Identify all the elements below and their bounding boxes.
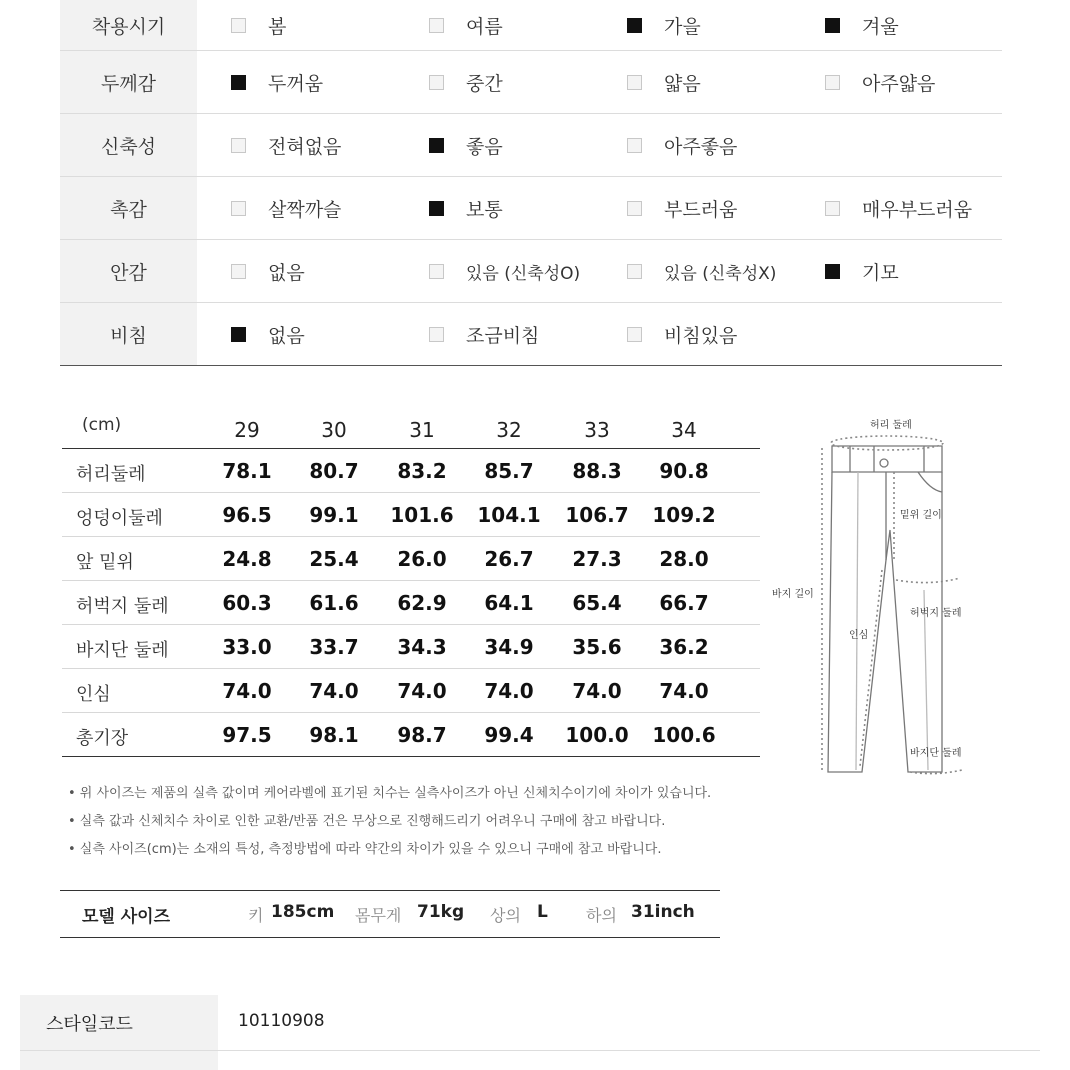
size-table-header — [62, 408, 760, 449]
table-cell: 109.2 — [652, 503, 716, 527]
attr-option: 아주얇음 — [825, 51, 935, 113]
table-cell: 106.7 — [565, 503, 629, 527]
checkbox-checked-icon — [825, 18, 840, 33]
size-header: 32 — [496, 418, 522, 442]
table-cell: 88.3 — [572, 459, 622, 483]
row-label: 총기장 — [76, 728, 129, 749]
attr-option: 비침있음 — [627, 303, 737, 365]
table-cell: 99.4 — [484, 723, 534, 747]
table-cell: 97.5 — [222, 723, 272, 747]
checkbox-icon — [627, 327, 642, 342]
attr-option: 얇음 — [627, 51, 701, 113]
rise-label: 밑위 길이 — [900, 510, 942, 521]
table-cell: 26.7 — [484, 547, 534, 571]
table-cell: 74.0 — [659, 679, 709, 703]
checkbox-icon — [429, 18, 444, 33]
table-cell: 64.1 — [484, 591, 534, 615]
bottom-label: 하의 — [586, 906, 617, 925]
size-header: 31 — [409, 418, 435, 442]
attr-option: 봄 — [231, 0, 286, 50]
attr-option: 기모 — [825, 240, 899, 302]
attr-option: 좋음 — [429, 114, 503, 176]
attr-label: 비침 — [60, 303, 197, 365]
table-cell: 24.8 — [222, 547, 272, 571]
style-code-value: 10110908 — [238, 1011, 325, 1031]
attr-row-sheer — [60, 303, 1002, 366]
checkbox-checked-icon — [231, 75, 246, 90]
model-size-row — [60, 890, 720, 938]
table-cell: 98.1 — [309, 723, 359, 747]
table-cell: 98.7 — [397, 723, 447, 747]
table-cell: 74.0 — [397, 679, 447, 703]
size-header: 34 — [671, 418, 697, 442]
length-label: 바지 길이 — [772, 589, 814, 600]
attr-option: 조금비침 — [429, 303, 539, 365]
table-cell: 34.3 — [397, 635, 447, 659]
table-cell: 36.2 — [659, 635, 709, 659]
table-row — [62, 625, 760, 669]
attr-option: 두꺼움 — [231, 51, 323, 113]
inseam-label: 인심 — [849, 630, 869, 641]
table-cell: 101.6 — [390, 503, 454, 527]
table-cell: 74.0 — [222, 679, 272, 703]
checkbox-icon — [231, 264, 246, 279]
checkbox-icon — [627, 138, 642, 153]
table-cell: 35.6 — [572, 635, 622, 659]
attr-option: 없음 — [231, 303, 305, 365]
attr-row-thickness — [60, 51, 1002, 114]
attr-row-lining — [60, 240, 1002, 303]
row-label: 앞 밑위 — [76, 552, 134, 573]
table-row — [62, 669, 760, 713]
row-label: 인심 — [76, 684, 111, 705]
table-cell: 28.0 — [659, 547, 709, 571]
row-label: 허리둘레 — [76, 464, 146, 485]
table-row — [62, 537, 760, 581]
table-cell: 25.4 — [309, 547, 359, 571]
table-cell: 33.7 — [309, 635, 359, 659]
table-cell: 60.3 — [222, 591, 272, 615]
attr-option: 있음 (신축성X) — [627, 240, 776, 302]
attr-label: 안감 — [60, 240, 197, 302]
row-label: 바지단 둘레 — [76, 640, 169, 661]
table-row — [62, 581, 760, 625]
attr-row-touch — [60, 177, 1002, 240]
unit-label: (cm) — [82, 415, 122, 435]
checkbox-icon — [429, 327, 444, 342]
checkbox-checked-icon — [429, 201, 444, 216]
attr-option: 살짝까슬 — [231, 177, 341, 239]
table-cell: 96.5 — [222, 503, 272, 527]
checkbox-checked-icon — [627, 18, 642, 33]
checkbox-icon — [429, 75, 444, 90]
attr-label: 신축성 — [60, 114, 197, 176]
checkbox-checked-icon — [429, 138, 444, 153]
table-cell: 33.0 — [222, 635, 272, 659]
table-cell: 100.6 — [652, 723, 716, 747]
size-header: 30 — [321, 418, 347, 442]
attr-option: 없음 — [231, 240, 305, 302]
checkbox-icon — [627, 264, 642, 279]
attr-option: 부드러움 — [627, 177, 737, 239]
size-header: 29 — [234, 418, 260, 442]
pants-diagram — [770, 410, 980, 780]
note-item: • 위 사이즈는 제품의 실측 값이며 케어라벨에 표기된 치수는 실측사이즈가 아닌 신체치수이기에 차이가 있습니다. — [68, 786, 712, 801]
top-label: 상의 — [490, 906, 521, 925]
row-label: 허벅지 둘레 — [76, 596, 169, 617]
table-cell: 80.7 — [309, 459, 359, 483]
attr-option: 보통 — [429, 177, 503, 239]
attr-label: 촉감 — [60, 177, 197, 239]
top-value: L — [537, 902, 548, 922]
table-cell: 104.1 — [477, 503, 541, 527]
table-row — [62, 493, 760, 537]
table-cell: 65.4 — [572, 591, 622, 615]
size-header: 33 — [584, 418, 610, 442]
checkbox-icon — [627, 75, 642, 90]
table-cell: 34.9 — [484, 635, 534, 659]
table-cell: 85.7 — [484, 459, 534, 483]
table-cell: 62.9 — [397, 591, 447, 615]
attr-option: 전혀없음 — [231, 114, 341, 176]
checkbox-icon — [429, 264, 444, 279]
weight-label: 몸무게 — [355, 906, 402, 925]
note-item: • 실측 값과 신체치수 차이로 인한 교환/반품 건은 무상으로 진행해드리기 어려우니 구매에 참고 바랍니다. — [68, 814, 666, 829]
table-cell: 26.0 — [397, 547, 447, 571]
row-label: 엉덩이둘레 — [76, 508, 163, 529]
bottom-value: 31inch — [631, 902, 695, 922]
thigh-label: 허벅지 둘레 — [910, 608, 962, 619]
attr-option: 겨울 — [825, 0, 899, 50]
checkbox-checked-icon — [825, 264, 840, 279]
table-cell: 74.0 — [484, 679, 534, 703]
table-cell: 27.3 — [572, 547, 622, 571]
table-cell: 74.0 — [572, 679, 622, 703]
checkbox-checked-icon — [231, 327, 246, 342]
table-cell: 74.0 — [309, 679, 359, 703]
note-item: • 실측 사이즈(cm)는 소재의 특성, 측정방법에 따라 약간의 차이가 있을 수 있으니 구매에 참고 바랍니다. — [68, 842, 662, 857]
attr-row-season — [60, 0, 1002, 51]
table-cell: 78.1 — [222, 459, 272, 483]
attr-label: 두께감 — [60, 51, 197, 113]
hem-label: 바지단 둘레 — [910, 748, 962, 759]
attr-option: 중간 — [429, 51, 503, 113]
waist-label: 허리 둘레 — [870, 420, 912, 431]
checkbox-icon — [825, 75, 840, 90]
size-notes — [68, 782, 711, 866]
table-cell: 100.0 — [565, 723, 629, 747]
style-code-row — [20, 995, 1040, 1051]
checkbox-icon — [231, 201, 246, 216]
table-cell: 99.1 — [309, 503, 359, 527]
table-cell: 66.7 — [659, 591, 709, 615]
attr-option: 있음 (신축성O) — [429, 240, 580, 302]
checkbox-icon — [825, 201, 840, 216]
table-row — [62, 713, 760, 757]
style-code-label: 스타일코드 — [20, 995, 218, 1050]
height-label: 키 — [248, 906, 264, 925]
attr-option: 여름 — [429, 0, 503, 50]
attribute-table — [60, 0, 1002, 366]
checkbox-icon — [231, 138, 246, 153]
table-cell: 61.6 — [309, 591, 359, 615]
weight-value: 71kg — [417, 902, 465, 922]
next-row-label-cell — [20, 1051, 218, 1070]
attr-option: 매우부드러움 — [825, 177, 972, 239]
table-row — [62, 449, 760, 493]
table-cell: 83.2 — [397, 459, 447, 483]
attr-label: 착용시기 — [60, 0, 197, 50]
attr-row-stretch — [60, 114, 1002, 177]
height-value: 185cm — [271, 902, 335, 922]
table-cell: 90.8 — [659, 459, 709, 483]
attr-option: 가을 — [627, 0, 701, 50]
model-size-label: 모델 사이즈 — [82, 907, 171, 927]
attr-option: 아주좋음 — [627, 114, 737, 176]
checkbox-icon — [627, 201, 642, 216]
checkbox-icon — [231, 18, 246, 33]
size-table — [62, 408, 760, 757]
